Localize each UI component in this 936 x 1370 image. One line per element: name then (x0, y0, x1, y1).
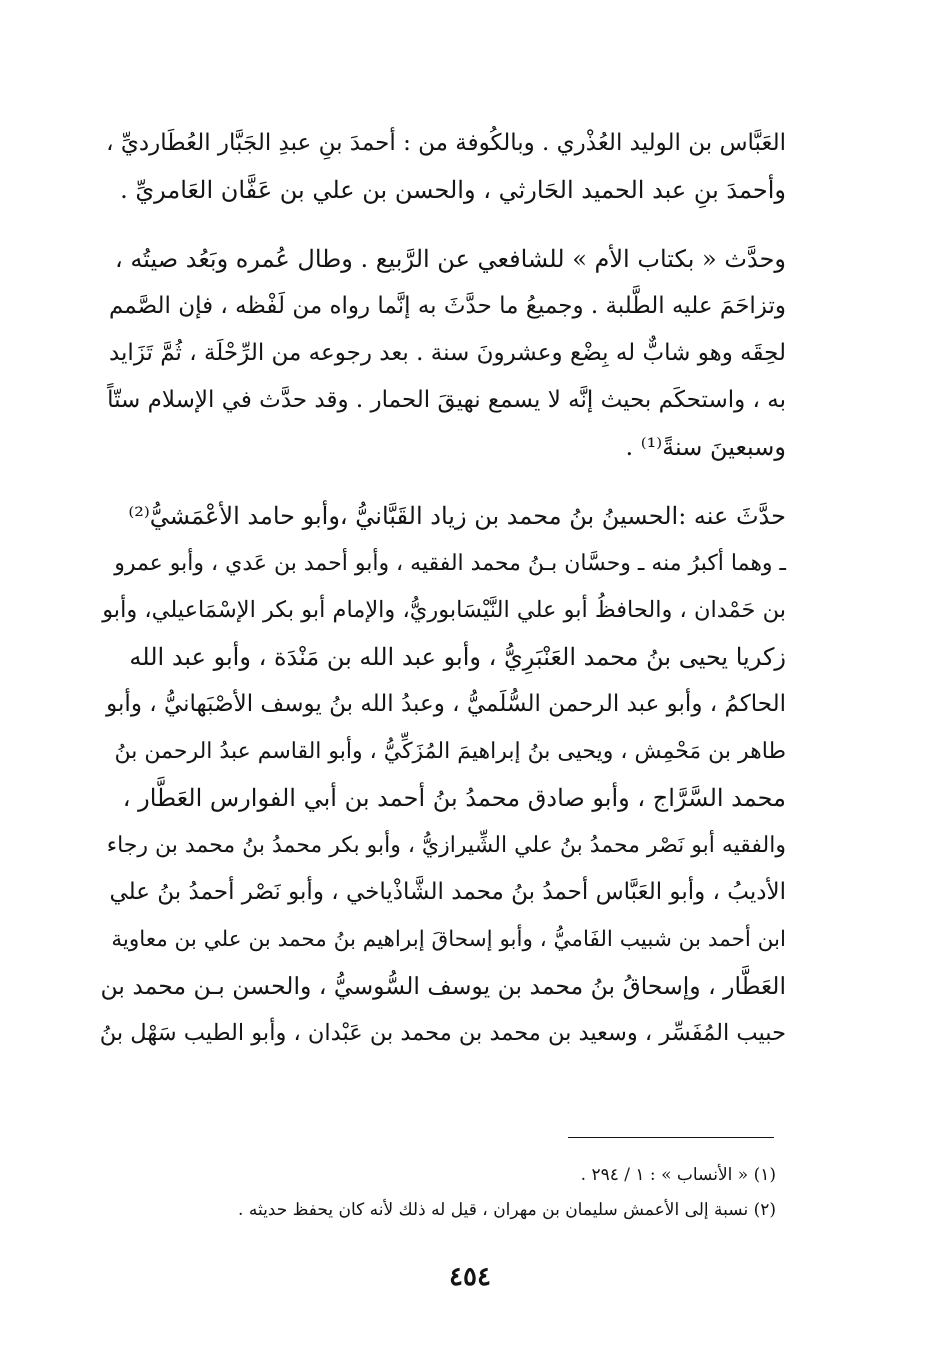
text-line: وتزاحَمَ عليه الطَّلبة . وجميعُ ما حدَّثَ به إنَّما رواه من لَفْظه ، فإن الصَّمم (108, 293, 786, 319)
text-line: حبيب المُفَسِّر ، وسعيد بن محمد بن محمد بن عَبْدان ، وأبو الطيب سَهْل بنُ (99, 1020, 786, 1046)
text-line: الحاكمُ ، وأبو عبد الرحمن السُّلَميُّ ، وعبدُ الله بنُ يوسف الأصْبَهانيُّ ، وأبو (106, 691, 786, 717)
text-line: زكريا يحيى بنُ محمد العَنْبَرِيُّ ، وأبو عبد الله بن مَنْدَة ، وأبو عبد الله (129, 643, 786, 671)
text-line: لحِقَه وهو شابٌّ له بِضْع وعشرونَ سنة . بعد رجوعه من الرِّحْلَة ، ثُمَّ تَزَايد (108, 340, 786, 366)
paragraph-2 (100, 236, 786, 471)
text-line: العَبَّاس بن الوليد العُذْري . وبالكُوفة من : أحمدَ بنِ عبدِ الجَبَّار العُطَارديِّ ، (106, 130, 786, 156)
text-line: حدَّثَ عنه :الحسينُ بنُ محمد بن زياد القَبَّانيُّ ،وأبو حامد الأعْمَشيُّ⁽²⁾ (128, 502, 786, 530)
text-line: وسبعينَ سنةً⁽¹⁾ . (625, 433, 786, 461)
text-line: وحدَّث « بكتاب الأم » للشافعي عن الرَّبيع . وطال عُمره وبَعُد صيتُه ، (114, 245, 786, 273)
text-line: محمد السَّرَّاج ، وأبو صادق محمدُ بنُ أحمد بن أبي الفوارس العَطَّار ، (122, 784, 786, 812)
paragraph-1 (100, 120, 786, 214)
text-line: ـ وهما أكبرُ منه ـ وحسَّان بـنُ محمد الفقيه ، وأبو أحمد بن عَدي ، وأبو عمرو (114, 551, 786, 576)
footnote-2: (٢) نسبة إلى الأعمش سليمان بن مهران ، قيل له ذلك لأنه كان يحفظ حديثه . (238, 1200, 776, 1220)
text-line: به ، واستحكَم بحيث إنَّه لا يسمع نهيقَ الحمار . وقد حدَّث في الإسلام ستّاً (107, 387, 786, 413)
main-text (100, 120, 786, 1057)
text-line: وأحمدَ بنِ عبد الحميد الحَارثي ، والحسن بن علي بن عَفَّان العَامريِّ . (120, 176, 786, 204)
text-line: ابن أحمد بن شبيب الفَاميُّ ، وأبو إسحاقَ إبراهيم بنُ محمد بن علي بن معاوية (111, 927, 786, 952)
footnote-1: (١) « الأنساب » : ١ / ٢٩٤ . (580, 1165, 776, 1185)
footnotes (100, 1158, 776, 1228)
footnote-divider (568, 1137, 774, 1138)
text-line: الأديبُ ، وأبو العَبَّاس أحمدُ بنُ محمد الشَّاذْياخي ، وأبو نَصْر أحمدُ بنُ علي (109, 879, 786, 905)
text-line: والفقيه أبو نَصْر محمدُ بنُ علي الشِّيرازيُّ ، وأبو بكر محمدُ بنُ محمد بن رجاء (106, 833, 786, 858)
text-line: طاهر بن مَحْمِش ، ويحيى بنُ إبراهيمَ المُزَكِّيُّ ، وأبو القاسم عبدُ الرحمن بنُ (114, 739, 786, 764)
text-line: العَطَّار ، وإسحاقُ بنُ محمد بن يوسف السُّوسيُّ ، والحسن بـن محمد بن (100, 972, 786, 1000)
paragraph-3 (100, 493, 786, 1057)
page-number: ٤٥٤ (449, 1262, 491, 1292)
text-line: بن حَمْدان ، والحافظُ أبو علي النَّيْسَابوريُّ، والإمام أبو بكر الإسْمَاعيلي، وأبو (102, 597, 786, 623)
